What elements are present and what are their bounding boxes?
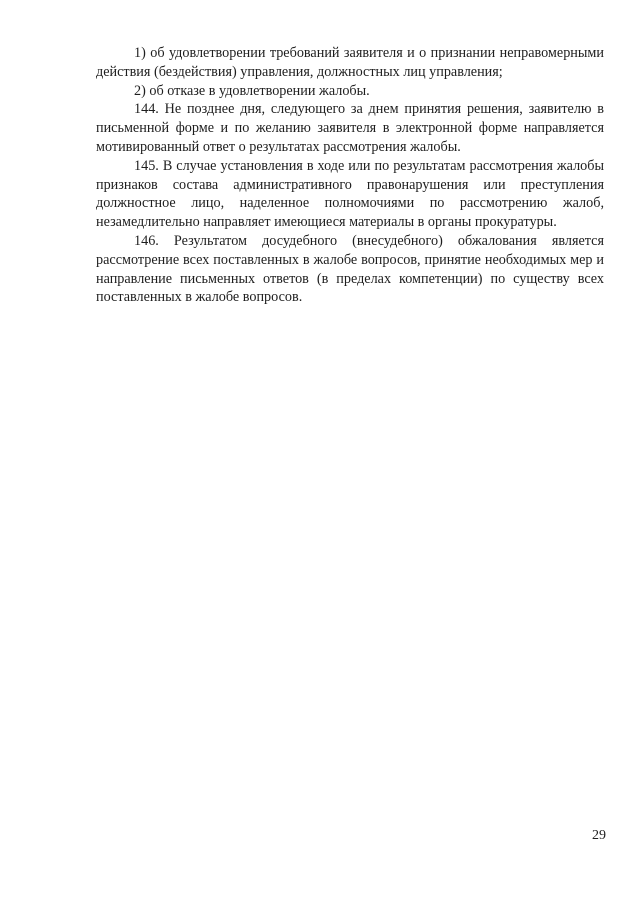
paragraph-146: 146. Результатом досудебного (внесудебного) обжалования является рассмотрение всех поставленных в жалобе вопросов, принятие необходимых мер и направление письменных ответов (в пределах компетенции) по существу всех поставленных в жалобе вопросов. [96,232,604,306]
paragraph-decision-satisfy: 1) об удовлетворении требований заявителя и о признании неправомерными действия (бездействия) управления, должностных лиц управления; [96,45,604,80]
paragraph-145: 145. В случае установления в ходе или по результатам рассмотрения жалобы признаков состава административного правонарушения или преступления должностное лицо, наделенное полномочиями по рассмотрению жалоб, незамедлительно направляет имеющиеся материалы в органы прокуратуры. [96,157,604,231]
page-number: 29 [592,828,606,843]
document-text [96,44,604,307]
paragraph-144: 144. Не позднее дня, следующего за днем принятия решения, заявителю в письменной форме и по желанию заявителя в электронной форме направляется мотивированный ответ о результатах рассмотрения жалобы. [96,101,604,155]
paragraph-decision-refuse: 2) об отказе в удовлетворении жалобы. [134,82,370,99]
